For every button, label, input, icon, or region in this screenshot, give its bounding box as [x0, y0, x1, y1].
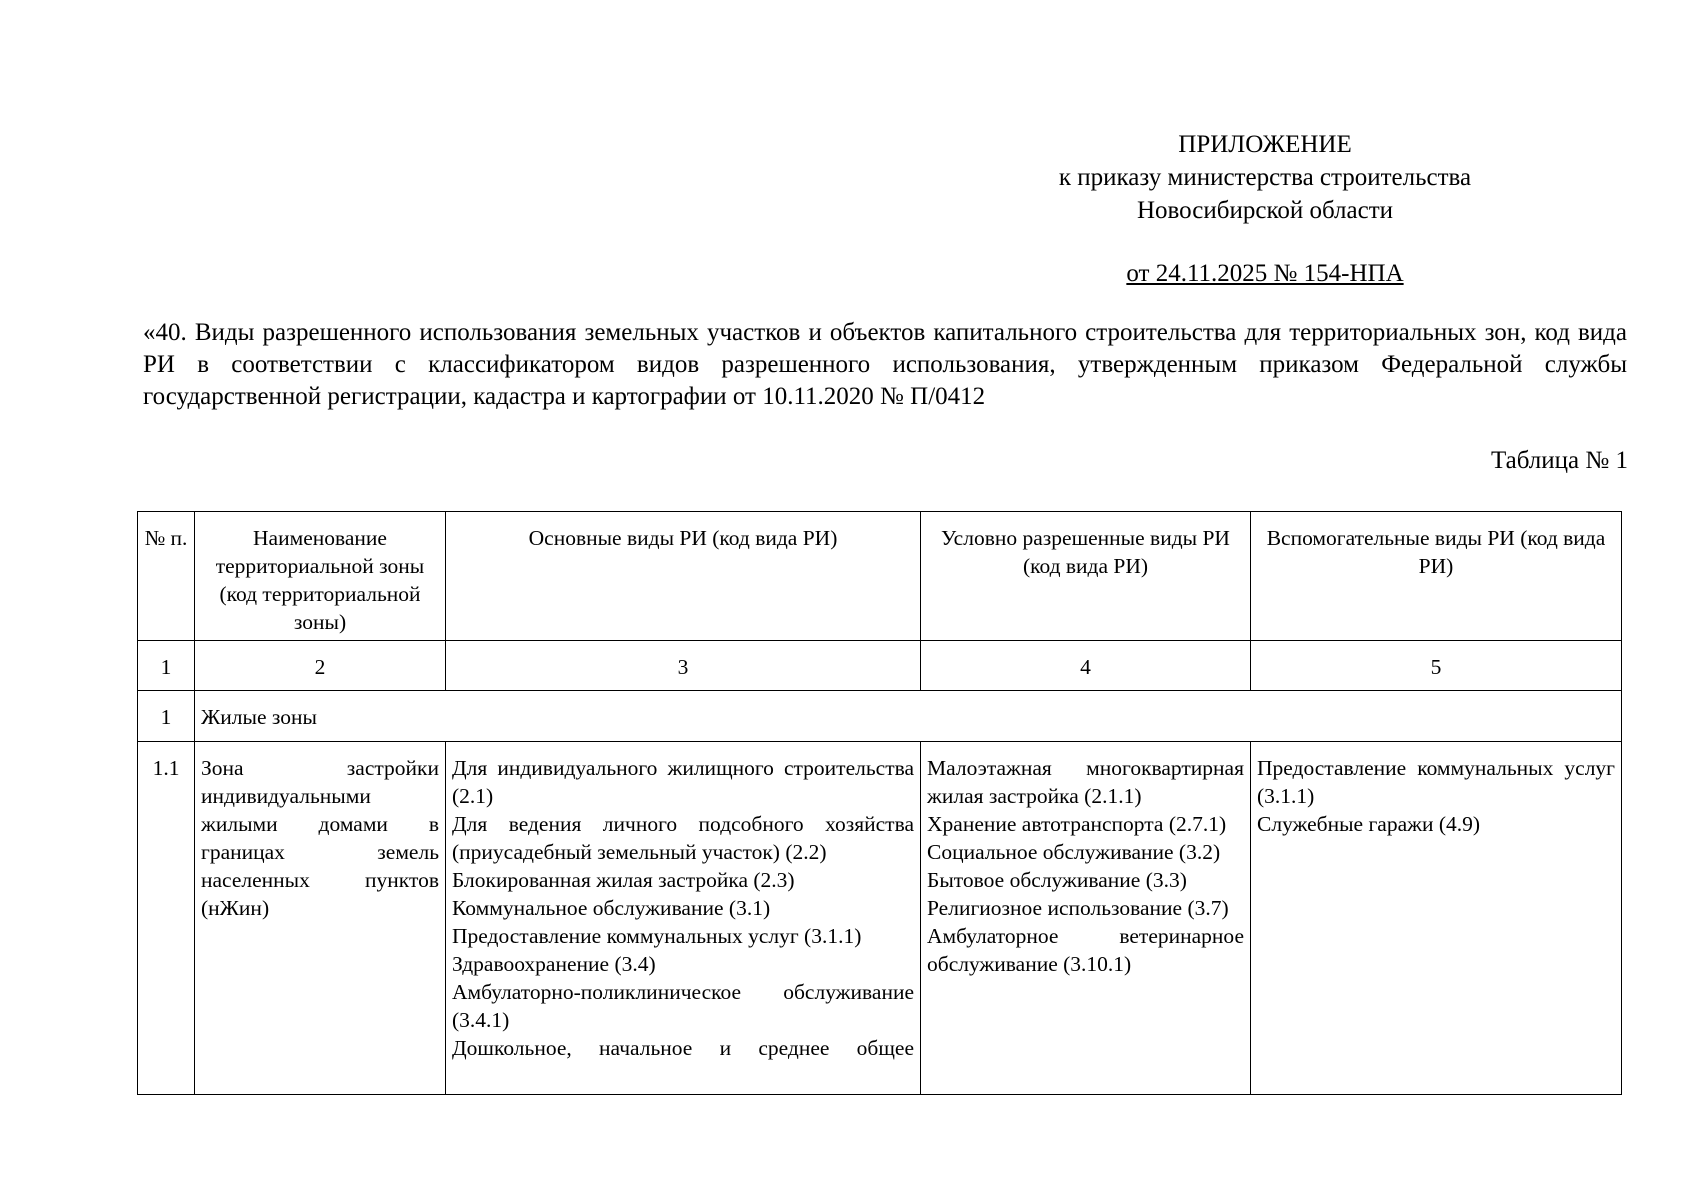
header-num: № п. [138, 512, 195, 641]
column-number: 1 [138, 641, 195, 691]
conditional-use-item: Бытовое обслуживание (3.3) [927, 868, 1187, 892]
zone-name: Зона застройки индивидуальными жилыми домами в границах земель населенных пунктов (нЖин) [201, 756, 439, 920]
column-number: 2 [195, 641, 446, 691]
group-num: 1 [138, 691, 195, 742]
main-use-item: Амбулаторно-поликлиническое обслуживание (3.4.1) [452, 980, 914, 1032]
main-use-item: Дошкольное, начальное и среднее общее [452, 1036, 914, 1060]
column-number: 4 [921, 641, 1251, 691]
table-row [138, 742, 1622, 1095]
main-use-item: Коммунальное обслуживание (3.1) [452, 896, 771, 920]
conditional-use-item: Хранение автотранспорта (2.7.1) [927, 812, 1227, 836]
order-date-text: от 24.11.2025 № 154-НПА [1126, 260, 1404, 287]
main-uses-cell [446, 742, 921, 1095]
intro-text: «40. Виды разрешенного использования земельных участков и объектов капитального строительства для территориальных зон, код вида РИ в соответствии с классификатором видов разрешенного использования, утвержденным приказом Федеральной службы государственной регистрации, кадастра и картографии от 10.11.2020 № П/0412 [143, 319, 1627, 410]
auxiliary-uses-cell [1251, 742, 1622, 1095]
appendix-title: ПРИЛОЖЕНИЕ [1178, 131, 1352, 158]
appendix-order-line: к приказу министерства строительства [1058, 164, 1472, 191]
table-number: Таблица № 1 [1490, 447, 1628, 474]
conditional-uses-cell [921, 742, 1251, 1095]
order-date [955, 260, 1575, 288]
group-label: Жилые зоны [195, 691, 1622, 742]
column-number-row [138, 641, 1622, 691]
intro-paragraph [143, 317, 1627, 413]
conditional-use-item: Религиозное использование (3.7) [927, 896, 1229, 920]
table-header-row [138, 512, 1622, 641]
conditional-use-item: Амбулаторное ветеринарное обслуживание (3.10.1) [927, 924, 1244, 976]
column-number: 3 [446, 641, 921, 691]
row-num: 1.1 [138, 742, 195, 1095]
main-use-item: Здравоохранение (3.4) [452, 952, 656, 976]
main-use-item: Предоставление коммунальных услуг (3.1.1) [452, 924, 862, 948]
zone-name-cell [195, 742, 446, 1095]
appendix-region-line: Новосибирской области [1136, 197, 1394, 224]
appendix-header [955, 128, 1575, 227]
auxiliary-use-item: Предоставление коммунальных услуг (3.1.1) [1257, 756, 1615, 808]
conditional-use-item: Социальное обслуживание (3.2) [927, 840, 1221, 864]
header-zone-name: Наименование территориальной зоны (код территориальной зоны) [195, 512, 446, 641]
header-auxiliary-uses: Вспомогательные виды РИ (код вида РИ) [1251, 512, 1622, 641]
auxiliary-use-item: Служебные гаражи (4.9) [1257, 812, 1481, 836]
header-conditional-uses: Условно разрешенные виды РИ (код вида РИ) [921, 512, 1251, 641]
main-use-item: Блокированная жилая застройка (2.3) [452, 868, 795, 892]
main-use-item: Для ведения личного подсобного хозяйства (приусадебный земельный участок) (2.2) [452, 812, 914, 864]
zones-table [137, 511, 1622, 1095]
conditional-use-item: Малоэтажная многоквартирная жилая застройка (2.1.1) [927, 756, 1244, 808]
header-main-uses: Основные виды РИ (код вида РИ) [446, 512, 921, 641]
main-use-item: Для индивидуального жилищного строительства (2.1) [452, 756, 914, 808]
column-number: 5 [1251, 641, 1622, 691]
group-row [138, 691, 1622, 742]
